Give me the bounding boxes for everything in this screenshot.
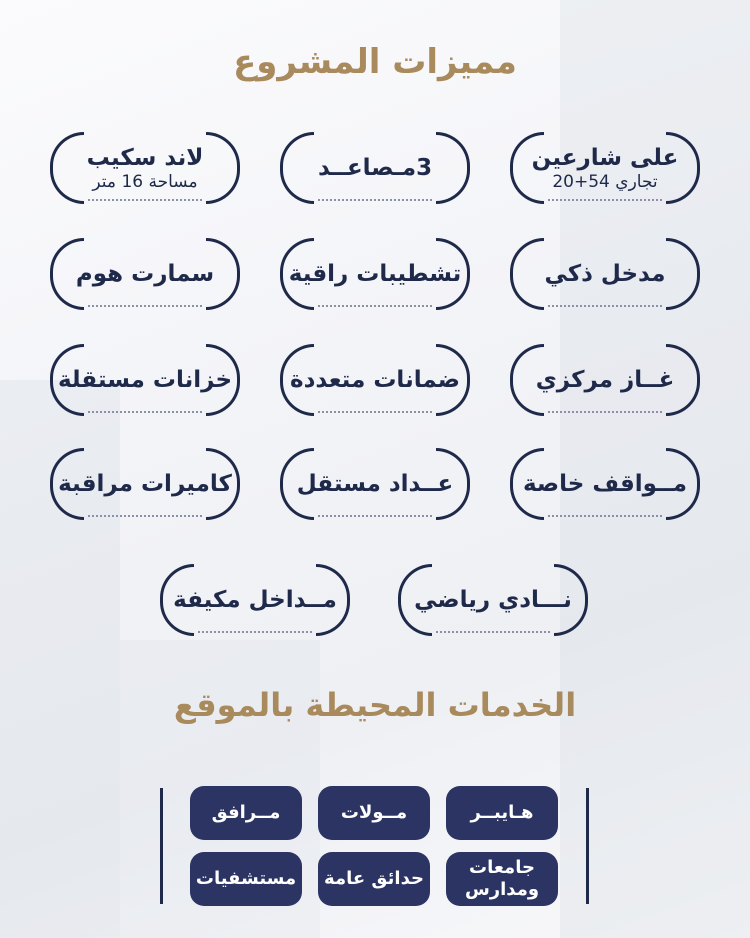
feature-label: مدخل ذكي (544, 261, 666, 287)
service-badge-public-parks: حدائق عامة (318, 852, 430, 906)
service-badge-universities-schools: جامعات ومدارس (446, 852, 558, 906)
feature-pill (50, 448, 240, 520)
dotted-underline (318, 199, 432, 201)
feature-label: مــداخل مكيفة (173, 587, 337, 613)
service-badge-malls: مــولات (318, 786, 430, 840)
features-title: مميزات المشروع (233, 42, 517, 82)
service-badge-hyper: هـايبــر (446, 786, 558, 840)
feature-label: عــداد مستقل (296, 471, 454, 497)
feature-label: سمارت هوم (75, 261, 215, 287)
feature-label: نـــادي رياضي (414, 587, 572, 613)
dotted-underline (548, 515, 662, 517)
feature-label: 3مـصاعــد (317, 155, 433, 181)
dotted-underline (318, 305, 432, 307)
feature-pill (50, 238, 240, 310)
feature-pill (280, 132, 470, 204)
feature-pill (510, 448, 700, 520)
dotted-underline (548, 411, 662, 413)
services-title: الخدمات المحيطة بالموقع (173, 686, 577, 724)
feature-label: تشطيبات راقية (288, 261, 462, 287)
feature-sublabel: تجاري 54+20 (552, 172, 658, 192)
feature-pill (280, 448, 470, 520)
dotted-underline (198, 631, 312, 633)
dotted-underline (88, 411, 202, 413)
feature-pill (510, 132, 700, 204)
feature-label: لاند سكيب (86, 145, 204, 171)
dotted-underline (436, 631, 550, 633)
feature-pill (510, 344, 700, 416)
feature-label: غــاز مركزي (535, 367, 675, 393)
service-badge-hospitals: مستشفيات (190, 852, 302, 906)
dotted-underline (88, 515, 202, 517)
feature-pill (160, 564, 350, 636)
dotted-underline (318, 515, 432, 517)
feature-sublabel: مساحة 16 متر (92, 172, 198, 192)
feature-pill (50, 132, 240, 204)
dotted-underline (88, 199, 202, 201)
feature-label: ضمانات متعددة (290, 367, 460, 393)
dotted-underline (548, 199, 662, 201)
feature-pill (280, 238, 470, 310)
divider-left (160, 788, 163, 904)
dotted-underline (548, 305, 662, 307)
feature-label: كاميرات مراقبة (58, 471, 232, 497)
feature-pill (50, 344, 240, 416)
feature-pill (398, 564, 588, 636)
service-badge-facilities: مــرافق (190, 786, 302, 840)
feature-label: خزانات مستقلة (57, 367, 233, 393)
feature-pill (280, 344, 470, 416)
feature-label: على شارعين (531, 145, 679, 171)
feature-label: مــواقف خاصة (522, 471, 688, 497)
divider-right (586, 788, 589, 904)
dotted-underline (88, 305, 202, 307)
feature-pill (510, 238, 700, 310)
dotted-underline (318, 411, 432, 413)
